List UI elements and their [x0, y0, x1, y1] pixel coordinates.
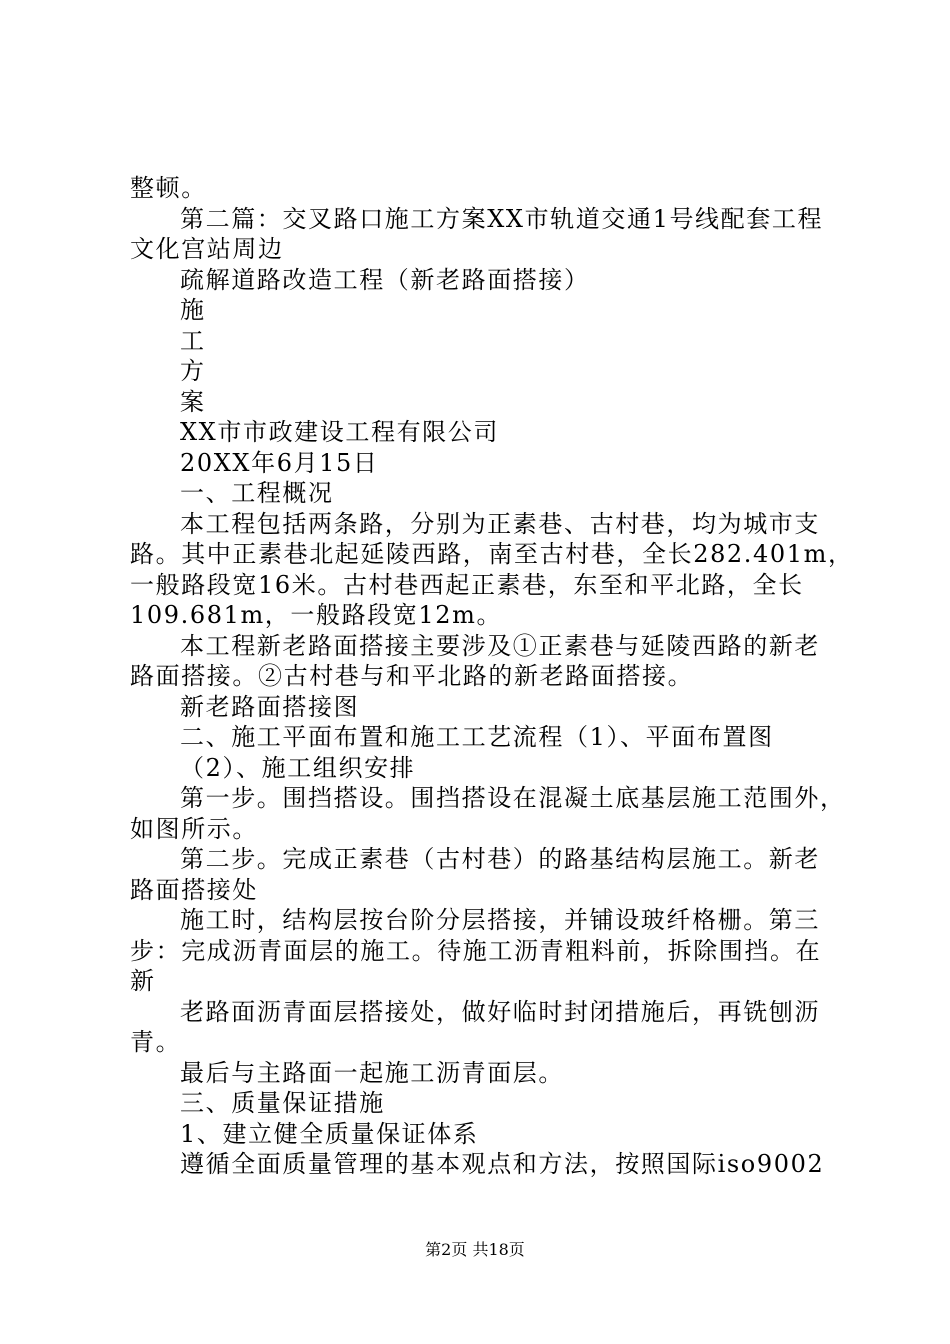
text-line: 方	[180, 357, 206, 385]
paragraph-line: 本工程包括两条路，分别为正素巷、古村巷，均为城市支	[180, 509, 820, 538]
paragraph-line: 遵循全面质量管理的基本观点和方法，按照国际iso9002	[180, 1150, 825, 1178]
paragraph-line: 施工时，结构层按台阶分层搭接，并铺设玻纤格栅。第三	[180, 906, 820, 934]
paragraph-line: 路面搭接处	[130, 875, 258, 904]
text-line: 案	[180, 387, 206, 416]
section-heading-second-article: 第二篇：交叉路口施工方案XX市轨道交通1号线配套工程	[180, 204, 824, 233]
paragraph-line: 109.681m，一般路段宽12m。	[130, 601, 503, 629]
section-heading: 三、质量保证措施	[180, 1089, 385, 1117]
section-heading: 二、施工平面布置和施工工艺流程（1）、平面布置图	[180, 723, 774, 751]
paragraph-line: 第一步。围挡搭设。围挡搭设在混凝土底基层施工范围外，	[180, 784, 846, 812]
company-name: XX市市政建设工程有限公司	[180, 418, 499, 446]
document-body	[130, 173, 854, 1180]
subsection-heading: （2）、施工组织安排	[180, 753, 416, 782]
document-date: 20XX年6月15日	[180, 448, 379, 477]
section-heading: 一、工程概况	[180, 479, 334, 507]
text-line: 整顿。	[130, 174, 207, 202]
paragraph-line: 路。其中正素巷北起延陵西路，南至古村巷，全长282.401m，	[130, 540, 854, 568]
text-line: 施	[180, 296, 206, 324]
page-footer	[0, 1240, 950, 1260]
paragraph-line: 青。	[130, 1028, 182, 1056]
page-number: 第2页 共18页	[425, 1240, 525, 1259]
paragraph-line: 步：完成沥青面层的施工。待施工沥青粗料前，拆除围挡。在	[130, 936, 822, 965]
paragraph-line: 如图所示。	[130, 814, 258, 843]
paragraph-line: 本工程新老路面搭接主要涉及①正素巷与延陵西路的新老	[180, 631, 820, 660]
paragraph-line: 新	[130, 967, 156, 995]
text-line: 疏解道路改造工程（新老路面搭接）	[180, 265, 590, 294]
text-line: 工	[180, 326, 206, 355]
paragraph-line: 老路面沥青面层搭接处，做好临时封闭措施后，再铣刨沥	[180, 997, 820, 1026]
paragraph-line: 一般路段宽16米。古村巷西起正素巷，东至和平北路，全长	[130, 570, 804, 599]
figure-caption: 新老路面搭接图	[180, 692, 360, 721]
subsection-heading: 1、建立健全质量保证体系	[180, 1119, 479, 1148]
paragraph-line: 最后与主路面一起施工沥青面层。	[180, 1058, 564, 1087]
paragraph-line: 第二步。完成正素巷（古村巷）的路基结构层施工。新老	[180, 845, 820, 873]
paragraph-line: 路面搭接。②古村巷与和平北路的新老路面搭接。	[130, 662, 694, 690]
text-line: 文化宫站周边	[130, 235, 284, 263]
